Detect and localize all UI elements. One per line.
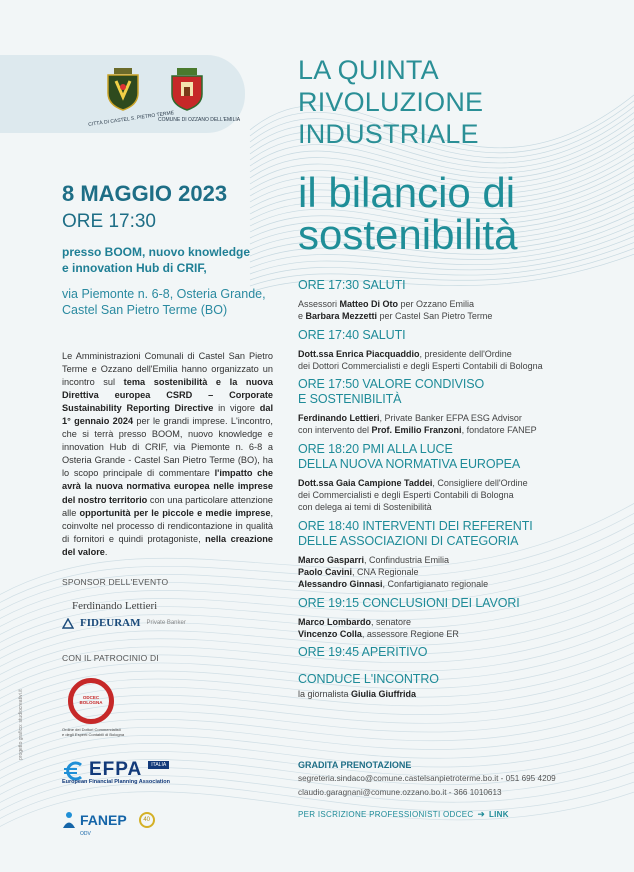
fanep-logo xyxy=(62,811,155,829)
schedule-title: ORE 18:40 INTERVENTI DEI REFERENTI xyxy=(298,518,533,533)
event-description xyxy=(62,350,273,559)
schedule-title-line-2: DELLA NUOVA NORMATIVA EUROPEA xyxy=(298,456,521,471)
description-bold: dal 1° gennaio 2024 xyxy=(62,403,273,427)
ozzano-emilia-crest-icon xyxy=(168,67,206,111)
schedule-item xyxy=(298,278,628,323)
sponsor-label: SPONSOR DELL'EVENTO xyxy=(62,577,169,587)
line-text: con intervento del xyxy=(298,425,372,436)
title-line-3: INDUSTRIALE xyxy=(298,119,479,149)
title-line-1: LA QUINTA xyxy=(298,55,439,85)
speaker-name: Matteo Di Oto xyxy=(339,299,399,309)
line-text: con delega ai temi di Sostenibilità xyxy=(298,502,432,513)
speaker-name: Ferdinando Lettieri xyxy=(298,413,380,424)
schedule-item xyxy=(298,519,628,591)
speaker-name: Dott.ssa Enrica Piacquaddio xyxy=(298,348,420,359)
line-text: dei Commercialisti e degli Esperti Contabili di Bologna xyxy=(298,490,514,501)
graphic-credit: progetto grafico: studiocreativi.it xyxy=(18,689,24,760)
schedule-line xyxy=(298,628,628,640)
schedule-line xyxy=(298,688,628,700)
event-time: ORE 17:30 xyxy=(62,211,156,232)
title-main-line-1: il bilancio di xyxy=(298,169,516,216)
description-bold: nella creazione del valore xyxy=(62,533,273,557)
fanep-people-icon xyxy=(62,811,76,829)
speaker-name: Prof. Emilio Franzoni xyxy=(371,425,462,436)
anniversary-badge-icon: 40 xyxy=(139,812,155,828)
booking-section xyxy=(298,760,628,820)
schedule-item xyxy=(298,645,628,660)
line-text: per Ozzano Emilia xyxy=(398,299,475,309)
line-text: Assessori xyxy=(298,299,340,309)
fanep-wordmark: FANEP xyxy=(80,812,127,828)
line-text: dei Dottori Commercialisti e degli Esperti Contabili di Bologna xyxy=(298,360,543,371)
booking-label: GRADITA PRENOTAZIONE xyxy=(298,760,412,770)
patronage-label: CON IL PATROCINIO DI xyxy=(62,653,159,663)
schedule-title-line-2: E SOSTENIBILITÀ xyxy=(298,392,402,407)
efpa-italia-badge: ITALIA xyxy=(148,761,169,769)
speaker-name: Giulia Giuffrida xyxy=(351,689,417,700)
fideuram-mark-icon xyxy=(62,618,74,629)
line-text: , CNA Regionale xyxy=(352,566,419,577)
schedule-title: ORE 18:20 PMI ALLA LUCE xyxy=(298,441,453,456)
address-line-2: Castel San Pietro Terme (BO) xyxy=(62,303,228,317)
odcec-registration-text: PER ISCRIZIONE PROFESSIONISTI ODCEC xyxy=(298,810,474,819)
venue-line-2: e innovation Hub di CRIF, xyxy=(62,261,207,275)
schedule-title: ORE 17:40 SALUTI xyxy=(298,327,406,342)
schedule-line xyxy=(298,412,628,424)
euro-symbol-icon xyxy=(62,761,86,781)
address-line-1: via Piemonte n. 6-8, Osteria Grande, xyxy=(62,287,266,301)
title-main-line-2: sostenibilità xyxy=(298,211,518,258)
schedule-line xyxy=(298,348,628,360)
line-text: , Private Banker EFPA ESG Advisor xyxy=(379,413,522,424)
event-address xyxy=(62,286,292,318)
schedule-item xyxy=(298,377,628,437)
castel-san-pietro-caption: CITTÀ DI CASTEL S. PIETRO TERME xyxy=(88,110,175,128)
line-text: , senatore xyxy=(371,616,412,627)
schedule-title: ORE 19:15 CONCLUSIONI DEI LAVORI xyxy=(298,595,520,610)
line-text: la giornalista xyxy=(298,689,352,700)
contact-line-ozzano[interactable]: claudio.garagnani@comune.ozzano.bo.it - 366 1010613 xyxy=(298,788,502,797)
schedule-line xyxy=(298,489,628,501)
venue-line-1: presso BOOM, nuovo knowledge xyxy=(62,245,251,259)
schedule-line xyxy=(298,298,628,310)
speaker-name: Vincenzo Colla xyxy=(298,628,362,639)
schedule-item xyxy=(298,328,628,373)
odcec-caption-line-2: e degli Esperti Contabili di Bologna xyxy=(62,732,125,737)
sponsor-name: Ferdinando Lettieri xyxy=(72,600,158,612)
castel-san-pietro-crest-icon xyxy=(104,67,142,111)
schedule-line xyxy=(298,578,628,590)
description-text: Le Amministrazioni Comunali di Castel San Pietro Terme e Ozzano dell'Emilia hanno organizzato un incontro sul xyxy=(62,351,273,388)
line-text: , Consigliere dell'Ordine xyxy=(432,477,528,488)
schedule-title: ORE 19:45 APERITIVO xyxy=(298,645,428,660)
odcec-registration xyxy=(298,809,628,820)
odcec-ring-text: ODCEC BOLOGNA xyxy=(79,695,103,705)
odcec-caption-line-1: Ordine dei Dottori Commercialisti xyxy=(62,727,121,732)
odcec-logo-icon xyxy=(68,678,114,724)
schedule-line xyxy=(298,554,628,566)
description-text: per le grandi imprese. L'incontro, che si terrà presso BOOM, nuovo knowledge e innovation Hub di CRIF, via Piemonte n. 6-8 a Osteria Grande - Castel San Pietro Terme (BO), ha lo scopo principale di commentare xyxy=(62,416,273,479)
line-text: per Castel San Pietro Terme xyxy=(377,311,493,322)
odcec-caption xyxy=(62,727,124,737)
schedule-title: ORE 17:50 VALORE CONDIVISO xyxy=(298,377,485,392)
schedule-line xyxy=(298,310,628,322)
municipal-logos-panel xyxy=(0,55,245,133)
arrow-right-icon: ➜ xyxy=(477,809,485,819)
description-text: con una particolare attenzione alle xyxy=(62,494,273,518)
efpa-wordmark: EFPA xyxy=(89,759,143,780)
title-upper xyxy=(298,54,618,150)
description-text: in vigore xyxy=(213,403,260,414)
speaker-name: Paolo Cavini xyxy=(298,566,353,577)
fanep-subtitle: ODV xyxy=(80,831,91,837)
line-text: , presidente dell'Ordine xyxy=(419,348,512,359)
description-text: , coinvolte nel processo di rendicontazione in qualità di fornitori e quindi protagoniste, xyxy=(62,507,273,544)
speaker-name: Marco Lombardo xyxy=(298,616,372,627)
line-text: , fondatore FANEP xyxy=(461,425,537,436)
efpa-logo xyxy=(62,759,169,781)
description-bold: opportunità per le piccole e medie imprese xyxy=(79,507,271,518)
line-text: , Confindustria Emilia xyxy=(364,554,450,565)
description-bold: tema sostenibilità e la nuova Direttiva europea CSRD – Corporate Sustainability Reporting Directive xyxy=(62,377,273,414)
speaker-name: Alessandro Ginnasi xyxy=(298,579,383,590)
fideuram-logo xyxy=(62,617,186,629)
speaker-name: Barbara Mezzetti xyxy=(305,311,378,322)
event-venue xyxy=(62,244,282,276)
schedule-line xyxy=(298,501,628,513)
schedule-line xyxy=(298,477,628,489)
line-text: e xyxy=(298,311,306,322)
contact-line-castel[interactable]: segreteria.sindaco@comune.castelsanpietroterme.bo.it - 051 695 4209 xyxy=(298,774,556,783)
event-date: 8 MAGGIO 2023 xyxy=(62,181,228,206)
registration-link[interactable]: LINK xyxy=(488,810,509,819)
speaker-name: Dott.ssa Gaia Campione Taddei xyxy=(298,477,433,488)
schedule-title-line-2: DELLE ASSOCIAZIONI DI CATEGORIA xyxy=(298,533,519,548)
schedule-item xyxy=(298,442,628,514)
schedule-item xyxy=(298,672,628,700)
line-text: , assessore Regione ER xyxy=(361,628,459,639)
schedule-title: ORE 17:30 SALUTI xyxy=(298,278,406,292)
description-bold: l'impatto che avrà la nuova normativa europea nelle imprese del nostro territorio xyxy=(62,468,274,505)
schedule-line xyxy=(298,616,628,628)
title-line-2: RIVOLUZIONE xyxy=(298,87,484,117)
line-text: , Confartigianato regionale xyxy=(382,579,489,590)
title-main xyxy=(298,169,618,258)
schedule-line xyxy=(298,424,628,436)
fideuram-wordmark: FIDEURAM xyxy=(80,617,141,629)
schedule-line xyxy=(298,360,628,372)
schedule-line xyxy=(298,566,628,578)
description-text: . xyxy=(104,546,108,557)
schedule xyxy=(298,278,628,700)
schedule-title: CONDUCE L'INCONTRO xyxy=(298,672,439,687)
ozzano-caption: COMUNE DI OZZANO DELL'EMILIA xyxy=(158,117,241,123)
fideuram-subtitle: Private Banker xyxy=(146,620,186,626)
speaker-name: Marco Gasparri xyxy=(298,554,365,565)
efpa-subtitle: European Financial Planning Association xyxy=(62,779,170,785)
schedule-item xyxy=(298,596,628,641)
